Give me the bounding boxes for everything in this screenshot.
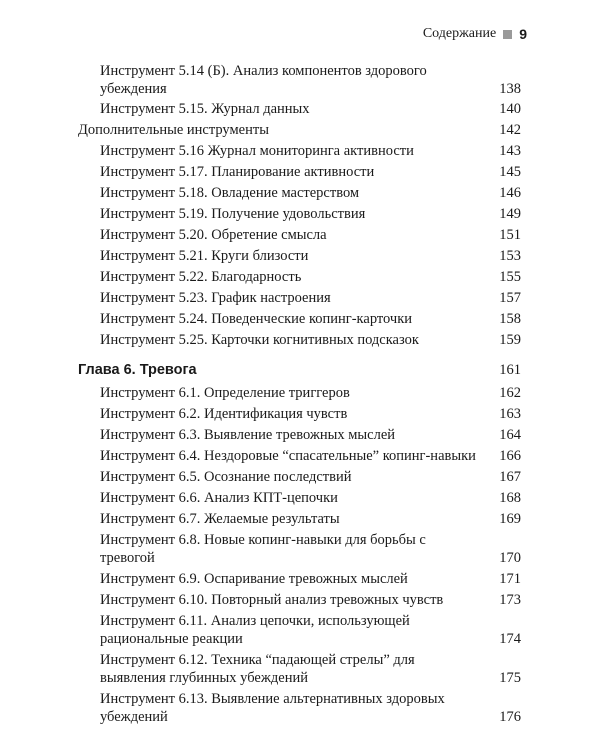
toc-entry-title: Инструмент 6.5. Осознание последствий	[100, 469, 352, 485]
toc-entry-title: Инструмент 6.1. Определение триггеров	[100, 385, 350, 401]
toc-entry[interactable]	[0, 570, 600, 588]
toc-entry-title: Инструмент 6.8. Новые копинг-навыки для борьбы с тревогой	[100, 532, 426, 566]
toc-entry-title: Инструмент 6.13. Выявление альтернативных здоровых убеждений	[100, 691, 445, 725]
toc-entry-page: 157	[499, 290, 521, 306]
page-number: 9	[519, 26, 527, 42]
toc-entry-title: Инструмент 5.24. Поведенческие копинг-карточки	[100, 311, 412, 327]
toc-entry[interactable]	[0, 310, 600, 328]
toc-entry-title: Инструмент 6.9. Оспаривание тревожных мыслей	[100, 571, 408, 587]
toc-entry[interactable]	[0, 690, 600, 726]
toc-entry-page: 175	[499, 670, 521, 686]
toc-entry-page: 170	[499, 550, 521, 566]
toc-entry[interactable]	[0, 247, 600, 265]
toc-entry[interactable]	[0, 405, 600, 423]
toc-entry-page: 151	[499, 227, 521, 243]
toc-entry[interactable]	[0, 384, 600, 402]
toc-entry-page: 176	[499, 709, 521, 725]
toc-entry[interactable]	[0, 531, 600, 567]
toc-entry-title: Инструмент 5.20. Обретение смысла	[100, 227, 327, 243]
toc-entry-page: 164	[499, 427, 521, 443]
toc-entry-title: Инструмент 5.16 Журнал мониторинга активности	[100, 143, 414, 159]
toc-entry-title: Инструмент 5.19. Получение удовольствия	[100, 206, 366, 222]
toc-entry[interactable]	[0, 289, 600, 307]
toc-entry-page: 162	[499, 385, 521, 401]
toc-entry-title: Инструмент 5.21. Круги близости	[100, 248, 309, 264]
toc-entry-page: 167	[499, 469, 521, 485]
toc-entry-page: 168	[499, 490, 521, 506]
toc-entry-page: 149	[499, 206, 521, 222]
toc-entry[interactable]	[0, 447, 600, 465]
toc-entry-page: 155	[499, 269, 521, 285]
toc-entry-page: 140	[499, 101, 521, 117]
toc-entry-title: Инструмент 6.4. Нездоровые “спасательные” копинг-навыки	[100, 448, 476, 464]
toc-entry[interactable]	[0, 226, 600, 244]
toc-entry-page: 153	[499, 248, 521, 264]
toc-entry-title: Инструмент 5.25. Карточки когнитивных подсказок	[100, 332, 419, 348]
toc-entry-page: 163	[499, 406, 521, 422]
toc-entry-page: 143	[499, 143, 521, 159]
section-title: Содержание	[422, 26, 497, 41]
toc-entry[interactable]	[0, 142, 600, 160]
toc-entry-page: 174	[499, 631, 521, 647]
toc-entry-title: Инструмент 6.2. Идентификация чувств	[100, 406, 348, 422]
toc-entry-title: Инструмент 5.18. Овладение мастерством	[100, 185, 360, 201]
toc-entry-page: 161	[499, 362, 521, 378]
toc-entry[interactable]	[0, 163, 600, 181]
chapter-title: Глава 6. Тревога	[78, 362, 197, 378]
toc-entry[interactable]	[0, 100, 600, 118]
toc-entry-title: Инструмент 6.12. Техника “падающей стрелы” для выявления глубинных убеждений	[100, 652, 415, 686]
toc-entry[interactable]	[0, 184, 600, 202]
square-separator-icon	[503, 30, 512, 39]
toc-entry[interactable]	[0, 121, 600, 139]
toc-entry-title: Инструмент 6.3. Выявление тревожных мыслей	[100, 427, 396, 443]
toc-entry[interactable]	[0, 651, 600, 687]
toc-entry-page: 145	[499, 164, 521, 180]
toc-entry-page: 138	[499, 81, 521, 97]
toc-entry[interactable]	[0, 205, 600, 223]
toc-entry-title: Инструмент 5.17. Планирование активности	[100, 164, 375, 180]
toc-entry-title: Инструмент 6.7. Желаемые результаты	[100, 511, 340, 527]
toc-entry[interactable]	[0, 468, 600, 486]
table-of-contents	[0, 62, 600, 726]
toc-entry[interactable]	[0, 591, 600, 609]
toc-entry[interactable]	[0, 426, 600, 444]
toc-entry[interactable]	[0, 331, 600, 349]
toc-entry[interactable]	[0, 489, 600, 507]
toc-entry-page: 158	[499, 311, 521, 327]
toc-entry[interactable]	[0, 268, 600, 286]
toc-entry-title: Инструмент 6.11. Анализ цепочки, использующей рациональные реакции	[100, 613, 410, 647]
toc-entry[interactable]	[0, 510, 600, 528]
toc-chapter[interactable]	[0, 361, 600, 379]
toc-entry-page: 171	[499, 571, 521, 587]
toc-entry-title: Инструмент 5.14 (Б). Анализ компонентов здорового убеждения	[100, 63, 427, 97]
toc-entry-page: 169	[499, 511, 521, 527]
toc-entry-title: Инструмент 5.23. График настроения	[100, 290, 331, 306]
toc-entry-page: 159	[499, 332, 521, 348]
toc-entry[interactable]	[0, 62, 600, 98]
toc-entry-page: 166	[499, 448, 521, 464]
toc-entry-title: Инструмент 5.22. Благодарность	[100, 269, 302, 285]
toc-entry-page: 173	[499, 592, 521, 608]
toc-entry-title: Дополнительные инструменты	[78, 122, 269, 138]
toc-entry-title: Инструмент 6.10. Повторный анализ тревожных чувств	[100, 592, 444, 608]
toc-entry-title: Инструмент 5.15. Журнал данных	[100, 101, 310, 117]
toc-entry-page: 142	[499, 122, 521, 138]
running-header	[423, 26, 527, 42]
toc-entry[interactable]	[0, 612, 600, 648]
toc-entry-page: 146	[499, 185, 521, 201]
toc-entry-title: Инструмент 6.6. Анализ КПТ-цепочки	[100, 490, 338, 506]
